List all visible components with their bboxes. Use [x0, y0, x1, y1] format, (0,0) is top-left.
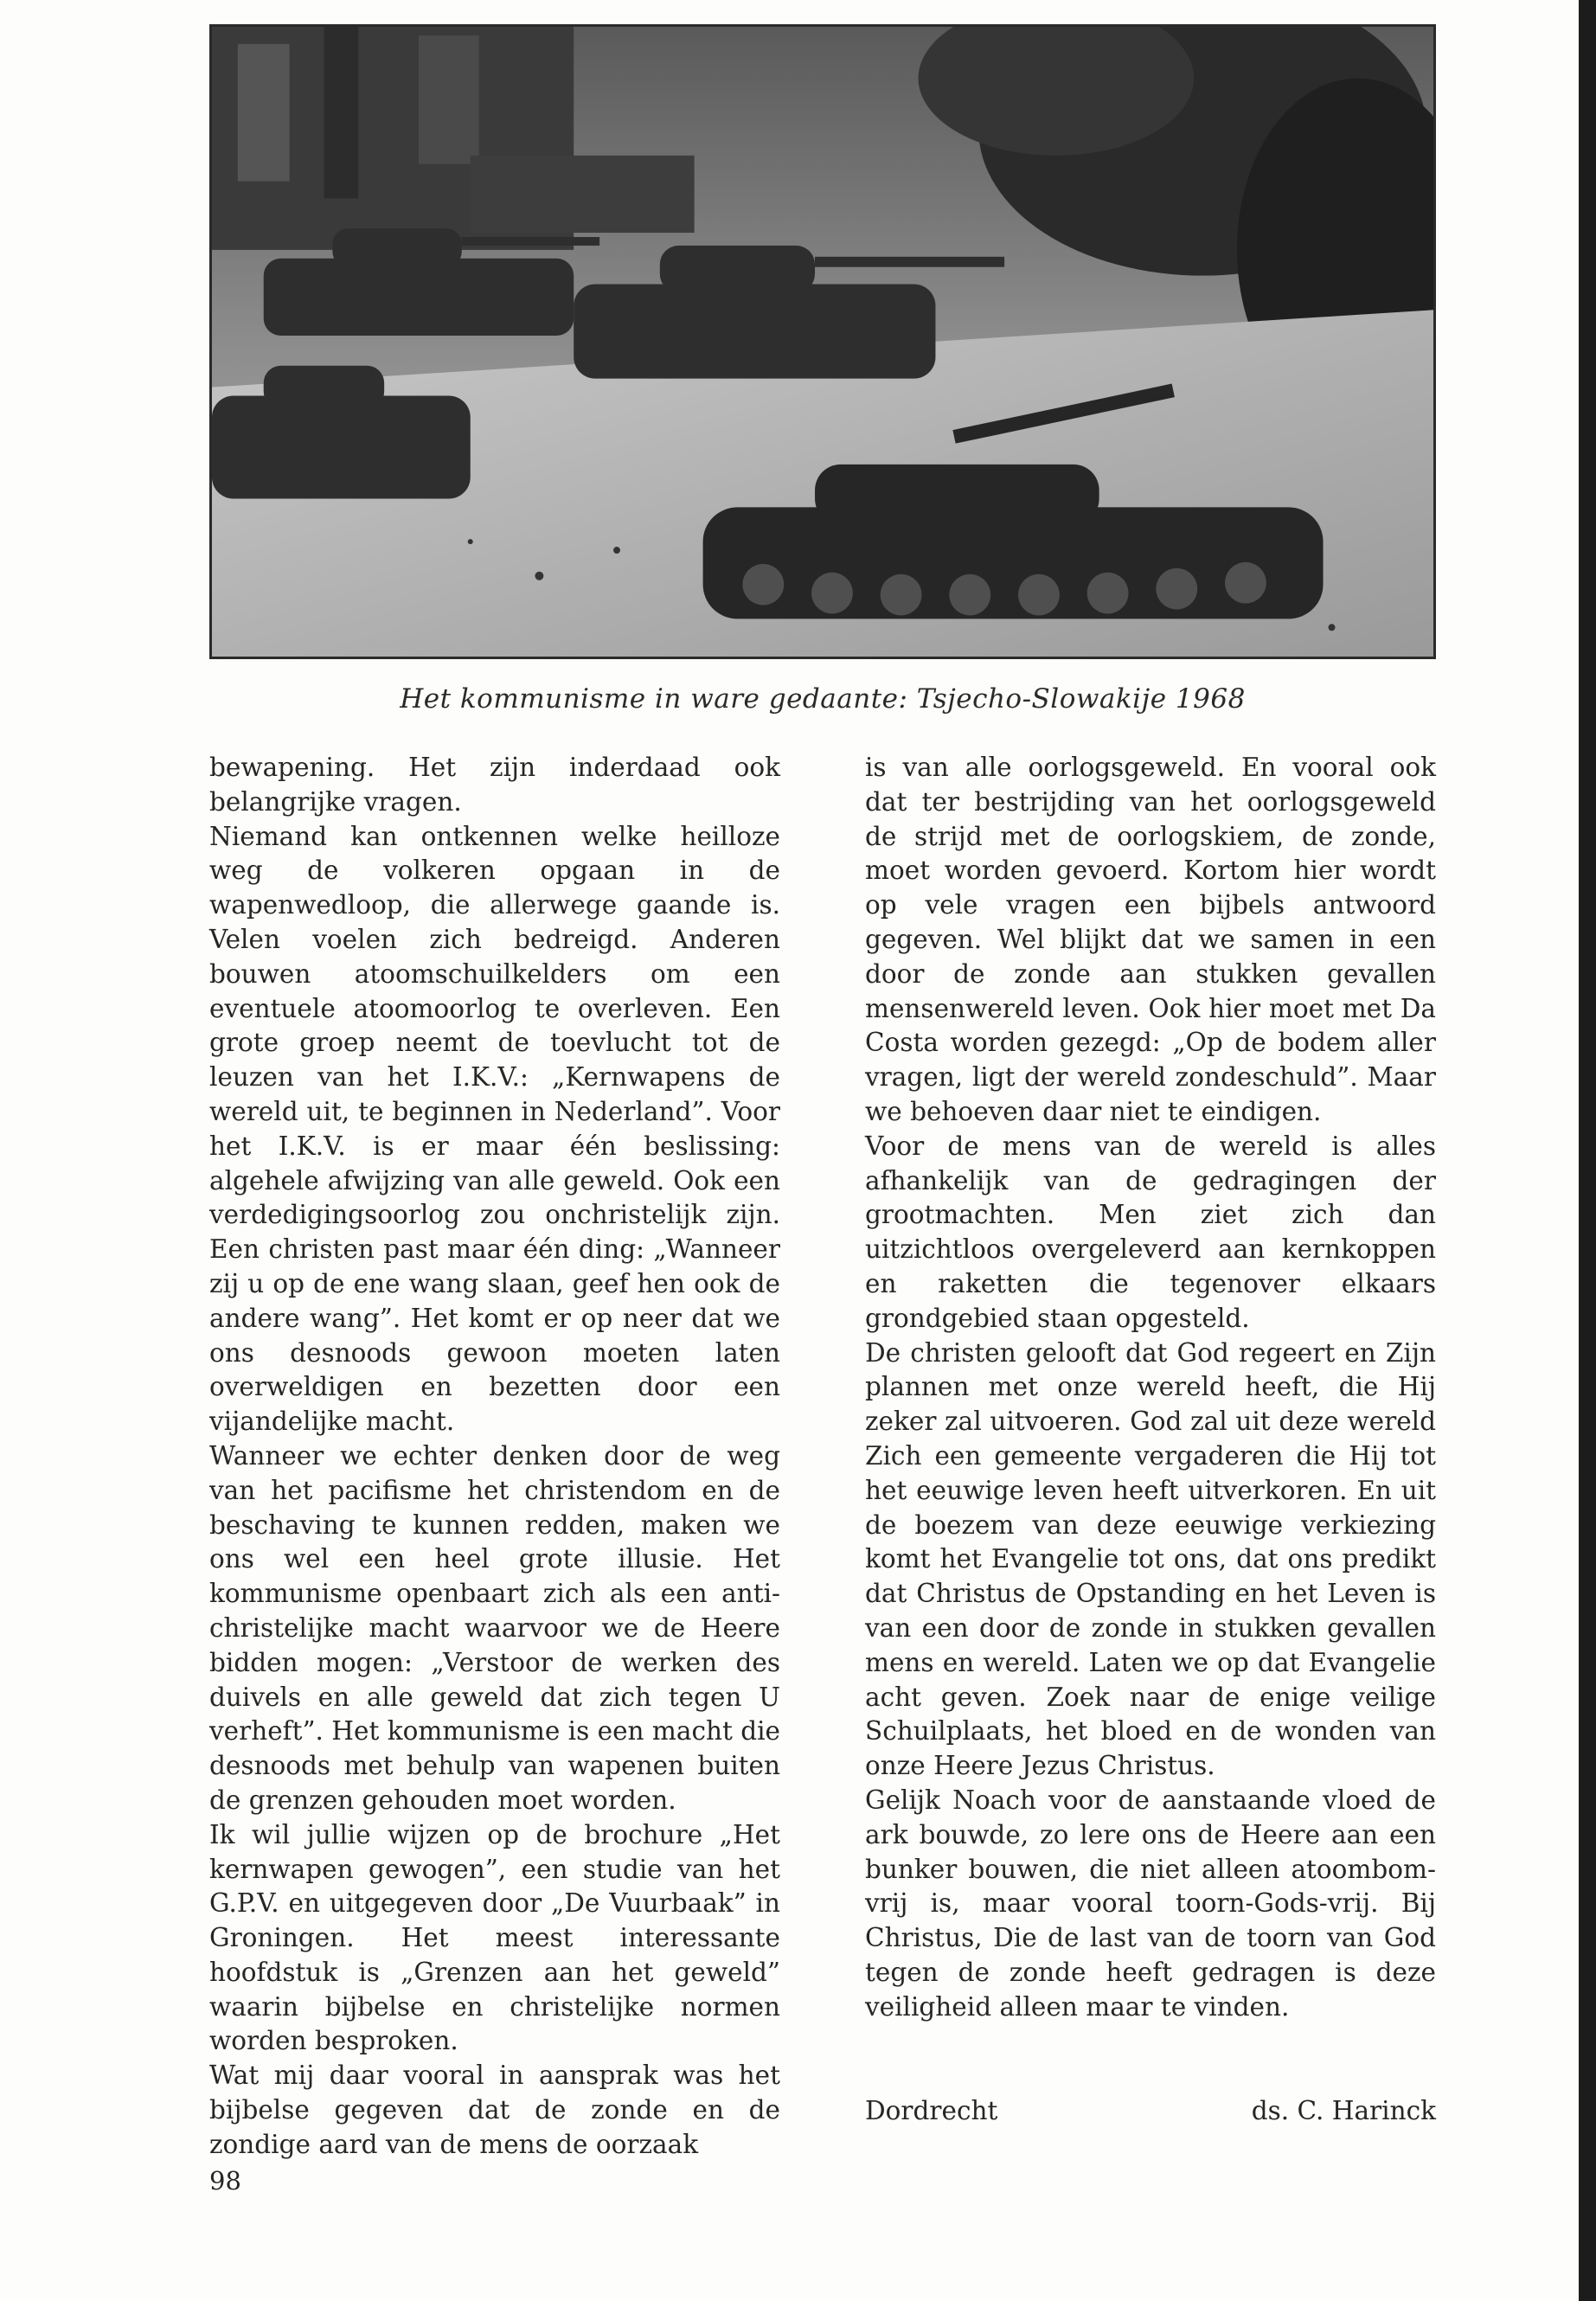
paragraph: De christen gelooft dat God regeert en Zijn plannen met onze wereld heeft, die Hij zeker zal uitvoeren. God zal uit deze wereld Zich een gemeente vergaderen die Hij tot het eeuwige leven heeft uitverkoren. En uit de boezem van deze eeuwige verkiezing komt het Evangelie tot ons, dat ons predikt dat Christus de Opstanding en het Leven is van een door de zonde in stukken gevallen mens en wereld. Laten we op dat Evangelie acht geven. Zoek naar de enige veilige Schuilplaats, het bloed en de wonden van onze Heere Jezus Christus. [865, 1337, 1436, 1781]
paragraph: Voor de mens van de wereld is alles afhankelijk van de gedragingen der grootmachten. Men ziet zich dan uitzichtloos overgeleverd aan kernkoppen en raketten die tegenover elkaars grondgebied staan opgesteld. [865, 1131, 1436, 1333]
paragraph: Ik wil jullie wijzen op de brochure „Het kernwapen gewogen”, een studie van het G.P.V. en uitgegeven door „De Vuurbaak” in Groningen. Het meest interessante hoofdstuk is „Grenzen aan het geweld” waarin bijbelse en christelijke normen worden besproken. [209, 1819, 780, 2056]
paragraph: Niemand kan ontkennen welke heilloze weg de volkeren opgaan in de wapenwedloop, die allerwege gaande is. Velen voelen zich bedreigd. Anderen bouwen atoomschuilkelders om een eventuele atoomoorlog te overleven. Een grote groep neemt de toevlucht tot de leuzen van het I.K.V.: „Kernwapens de wereld uit, te beginnen in Nederland”. Voor het I.K.V. is er maar één beslissing: algehele afwijzing van alle geweld. Ook een verdedigingsoorlog zou onchristelijk zijn. Een christen past maar één ding: „Wanneer zij u op de ene wang slaan, geef hen ook de andere wang”. Het komt er op neer dat we ons desnoods gewoon moeten laten overweldigen en bezetten door een vijandelijke macht. [209, 821, 780, 1437]
page-number: 98 [209, 2166, 241, 2195]
signature-place: Dordrecht [865, 2096, 998, 2125]
paragraph: Gelijk Noach voor de aanstaande vloed de ark bouwde, zo lere ons de Heere aan een bunker bouwen, die niet alleen atoombom-vrij is, maar vooral toorn-Gods-vrij. Bij Christus, Die de last van de toorn van God tegen de zonde heeft gedragen is deze veiligheid alleen maar te vinden. [865, 1785, 1436, 2022]
photo-illustration [212, 27, 1433, 657]
paragraph: is van alle oorlogsgeweld. En vooral ook dat ter bestrijding van het oorlogsgeweld de strijd met de oorlogskiem, de zonde, moet worden gevoerd. Kortom hier wordt op vele vragen een bijbels antwoord gegeven. Wel blijkt dat we samen in een door de zonde aan stukken gevallen mensenwereld leven. Ook hier moet met Da Costa worden gezegd: „Op de bodem aller vragen, ligt der wereld zondeschuld”. Maar we behoeven daar niet te eindigen. [865, 753, 1436, 1126]
paragraph: Wat mij daar vooral in aansprak was het bijbelse gegeven dat de zonde en de zondige aard van de mens de oorzaak [209, 2061, 780, 2159]
paragraph: Wanneer we echter denken door de weg van het pacifisme het christendom en de beschaving te kunnen redden, maken we ons wel een heel grote illusie. Het kommunisme openbaart zich als een anti-christelijke macht waarvoor we de Heere bidden mogen: „Verstoor de werken des duivels en alle geweld dat zich tegen U verheft”. Het kommunisme is een macht die desnoods met behulp van wapenen buiten de grenzen gehouden moet worden. [209, 1440, 781, 1815]
left-text-column [209, 751, 780, 2163]
right-text-column [865, 751, 1436, 2024]
signature-author: ds. C. Harinck [1251, 2096, 1436, 2125]
paragraph: bewapening. Het zijn inderdaad ook belangrijke vragen. [209, 753, 780, 817]
tanks-photo [209, 24, 1436, 659]
photo-caption: Het kommunisme in ware gedaante: Tsjecho-Slowakije 1968 [400, 683, 1246, 715]
page-edge [1579, 0, 1596, 2301]
